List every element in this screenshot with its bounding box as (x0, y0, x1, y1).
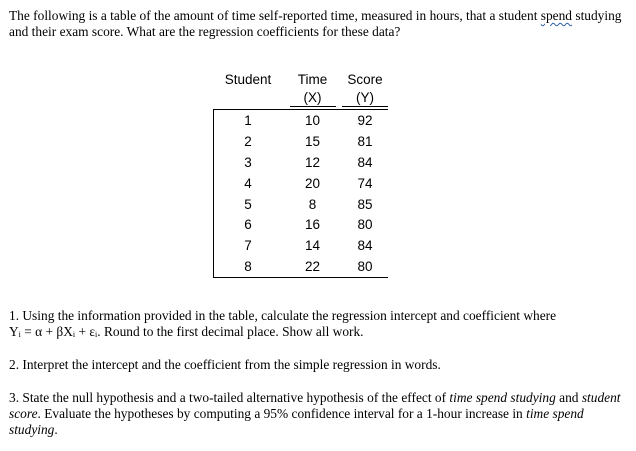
intro-text: The following is a table of the amount of time self-reported time, measured in hours, that a student (9, 8, 541, 23)
q1-tail: . Round to the first decimal place. Show all work. (97, 324, 364, 339)
student-cell: 7 (244, 238, 252, 254)
subheader-y: (Y) (342, 89, 388, 107)
table-header-row (213, 70, 388, 89)
header-time: Time (297, 72, 328, 87)
score-cell: 85 (357, 196, 373, 212)
student-cell: 1 (244, 112, 252, 128)
table-left-border (213, 110, 214, 277)
student-cell: 8 (244, 259, 252, 275)
data-table (213, 70, 388, 277)
question-3: 3. State the null hypothesis and a two-tailed alternative hypothesis of the effect of time spend studying and student score. Evaluate the hypotheses by computing a 95% confidence interval for a 1-hour increase in time spend studying. (9, 390, 621, 437)
question-1 (9, 308, 629, 343)
time-cell: 10 (304, 112, 321, 128)
score-cell: 92 (357, 112, 373, 128)
score-cell: 74 (357, 175, 373, 191)
header-score: Score (347, 72, 383, 87)
intro-text-end: studying and their exam score. What are the regression coefficients for these data? (9, 8, 622, 39)
table-row (213, 110, 388, 131)
q3-emphasis-2: student score (9, 390, 621, 421)
time-cell: 22 (304, 259, 321, 275)
q3-emphasis-3: time spend studying (9, 406, 584, 437)
q1-text: 1. Using the information provided in the table, calculate the regression intercept and coefficient where (9, 308, 557, 323)
student-cell: 3 (244, 154, 252, 170)
table-row (213, 152, 388, 173)
score-cell: 84 (357, 154, 373, 170)
score-cell: 80 (357, 217, 373, 233)
q1-equation: $Y_i = \alpha + \beta X_i + \varepsilon_i$ (9, 324, 98, 339)
student-cell: 6 (244, 217, 252, 233)
table-body (213, 110, 388, 277)
time-cell: 16 (304, 217, 321, 233)
student-cell: 4 (244, 175, 252, 191)
table-row (213, 173, 388, 194)
table-subheader-row (213, 89, 388, 107)
table-row (213, 131, 388, 152)
time-cell: 20 (304, 175, 321, 191)
student-cell: 5 (244, 196, 252, 212)
table-top-border (213, 109, 388, 110)
question-2: 2. Interpret the intercept and the coefficient from the simple regression in words. (9, 357, 441, 372)
header-student: Student (224, 72, 272, 87)
q3-emphasis-1: time spend studying (449, 390, 556, 405)
intro-paragraph (9, 8, 629, 40)
score-cell: 84 (357, 238, 373, 254)
table-row (213, 214, 388, 235)
time-cell: 15 (304, 133, 321, 149)
score-cell: 80 (357, 259, 373, 275)
time-cell: 8 (308, 196, 317, 212)
time-cell: 12 (304, 154, 321, 170)
table-bottom-border (213, 277, 388, 278)
table-row (213, 194, 388, 215)
table-row (213, 235, 388, 256)
spellcheck-flagged-word[interactable]: spend (540, 8, 573, 23)
subheader-x: (X) (290, 89, 336, 107)
table-row (213, 256, 388, 277)
score-cell: 81 (357, 133, 373, 149)
time-cell: 14 (304, 238, 321, 254)
student-cell: 2 (244, 133, 252, 149)
